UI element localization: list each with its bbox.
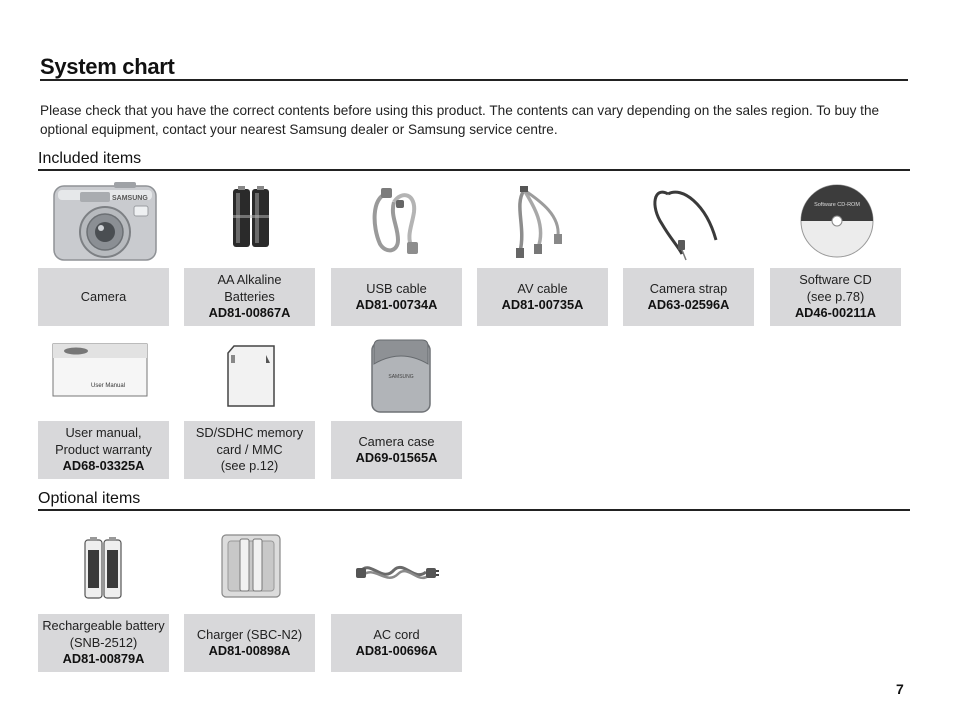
item-name: AC cord — [373, 626, 420, 642]
memory-card-icon — [226, 345, 276, 407]
item-name: User manual, — [65, 425, 142, 441]
item-label-charger — [184, 614, 315, 672]
item-name: Camera — [80, 288, 127, 304]
part-code: AD68-03325A — [62, 458, 145, 474]
item-name: Batteries — [224, 288, 275, 304]
camera-icon — [50, 180, 160, 264]
cd-label-text: Software CD-ROM — [814, 202, 860, 208]
item-name: (SNB-2512) — [69, 634, 138, 650]
included-items-heading: Included items — [38, 150, 142, 167]
item-name: USB cable — [366, 280, 427, 296]
title-divider — [40, 79, 908, 81]
part-code: AD81-00696A — [355, 643, 438, 658]
item-name: SD/SDHC memory — [195, 425, 304, 441]
intro-paragraph: Please check that you have the correct contents before using this product. The contents can vary depending on the sales region. To buy the optional equipment, contact your nearest Samsung dealer or Samsung service centre. — [40, 103, 880, 137]
item-name: Camera strap — [649, 280, 728, 296]
item-label-software-cd — [770, 268, 901, 326]
usb-cable-icon — [368, 186, 430, 256]
item-label-ac-cord — [331, 614, 462, 672]
part-code: AD81-00735A — [501, 297, 584, 312]
optional-items-divider — [38, 509, 910, 511]
item-label-av-cable — [477, 268, 608, 326]
optional-items-heading: Optional items — [38, 490, 141, 507]
item-name: Rechargeable battery — [42, 618, 165, 634]
item-label-aa-batteries — [184, 268, 315, 326]
aa-batteries-icon — [229, 185, 273, 249]
item-label-camera-case — [331, 421, 462, 479]
item-label-rechargeable-battery — [38, 614, 169, 672]
item-label-memory-card — [184, 421, 315, 479]
item-name: Camera case — [358, 433, 435, 449]
item-label-usb-cable — [331, 268, 462, 326]
item-name: Charger (SBC-N2) — [196, 626, 303, 642]
case-brand-text: SAMSUNG — [388, 374, 414, 380]
part-code: AD63-02596A — [647, 297, 730, 312]
cd-icon — [800, 184, 874, 258]
rechargeable-battery-icon — [82, 536, 124, 600]
strap-icon — [652, 184, 722, 262]
item-label-camera — [38, 268, 169, 326]
included-items-divider — [38, 169, 910, 171]
part-code: AD81-00734A — [355, 297, 438, 312]
camera-brand-text: SAMSUNG — [112, 195, 148, 202]
camera-case-icon — [370, 336, 432, 414]
manual-icon — [52, 343, 148, 397]
av-cable-icon — [512, 186, 574, 260]
manual-label-text: User Manual — [90, 383, 126, 389]
item-name: (see p.12) — [220, 458, 279, 474]
page-title: System chart — [40, 54, 175, 79]
page-number: 7 — [896, 681, 904, 697]
part-code: AD81-00898A — [208, 643, 291, 658]
item-name: card / MMC — [216, 441, 283, 457]
item-label-user-manual — [38, 421, 169, 479]
item-name: Software CD — [799, 272, 872, 288]
item-name: Product warranty — [55, 441, 152, 457]
item-name: AV cable — [517, 280, 568, 296]
item-name: (see p.78) — [806, 288, 865, 304]
item-name: AA Alkaline — [217, 272, 282, 288]
part-code: AD69-01565A — [355, 450, 438, 465]
charger-icon — [220, 533, 282, 599]
ac-cord-icon — [356, 554, 440, 588]
part-code: AD46-00211A — [794, 305, 877, 321]
item-label-camera-strap — [623, 268, 754, 326]
part-code: AD81-00879A — [62, 651, 145, 667]
part-code: AD81-00867A — [208, 305, 291, 321]
